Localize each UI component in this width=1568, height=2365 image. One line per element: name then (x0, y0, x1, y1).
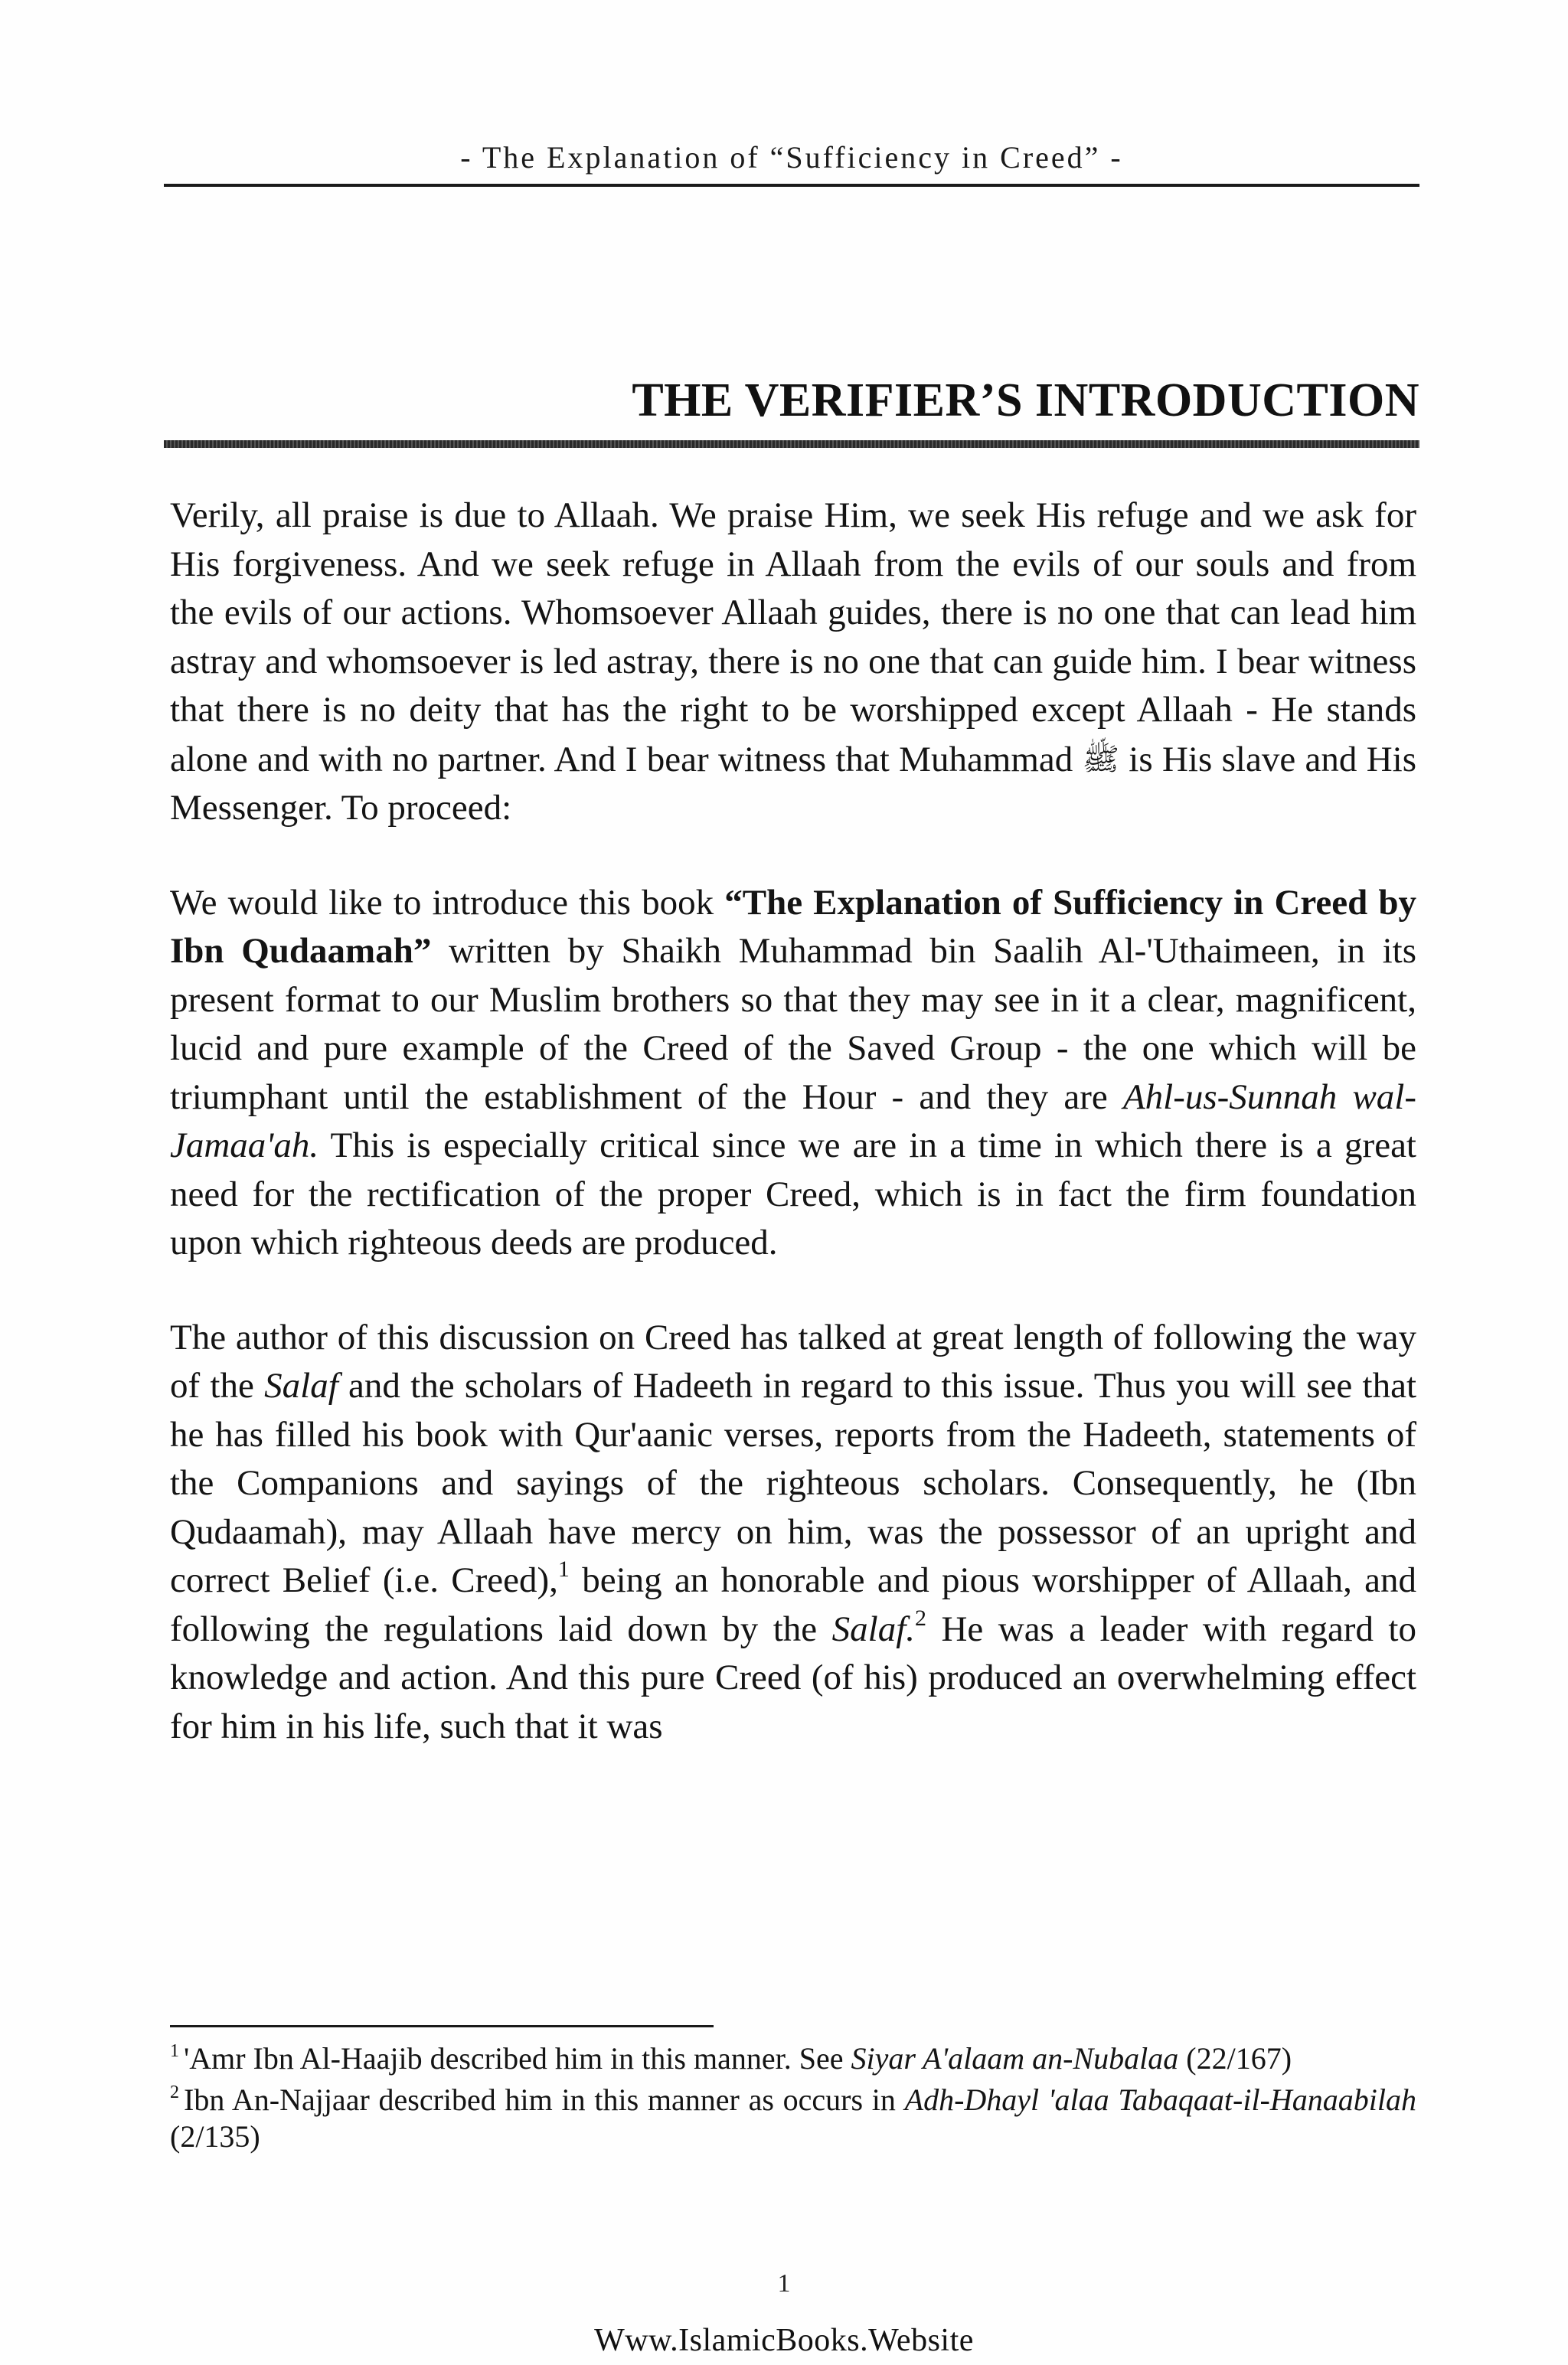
paragraph-introduction (170, 879, 1416, 1268)
footnote-ref: (22/167) (1186, 2041, 1292, 2076)
running-header: - The Explanation of “Sufficiency in Creed” - (460, 140, 1123, 175)
paragraph-3-text-c: being an honorable and pious worshipper of Allaah, and following the regulations laid down by the (170, 1560, 1417, 1649)
footnote-ref-2[interactable]: 2 (915, 1605, 927, 1631)
body-text (170, 492, 1416, 1797)
footnote-2 (170, 2082, 1416, 2155)
chapter-title: THE VERIFIER’S INTRODUCTION (632, 374, 1419, 426)
paragraph-3-text-b: and the scholars of Hadeeth in regard to this issue. Thus you will see that he has filled his book with Qur'aanic verses, reports from the Hadeeth, statements of the Companions and sayings of the righteous scholars. Consequently, he (Ibn Qudaamah), may Allaah have mercy on him, was the possessor of an upright and correct Belief (i.e. Creed), (170, 1366, 1416, 1600)
paragraph-opening (170, 492, 1416, 833)
book-title: “The Explanation of Sufficiency in Creed by Ibn Qudaamah” (170, 882, 1417, 971)
ahl-us-sunnah-term: Ahl-us-Sunnah wal-Jamaa'ah. (170, 1076, 1417, 1165)
footnote-source: Adh-Dhayl 'alaa Tabaqaat-il-Hanaabilah (904, 2082, 1416, 2117)
footnote-ref: (2/135) (170, 2119, 260, 2154)
salaf-term-2: Salaf. (831, 1609, 916, 1649)
paragraph-author (170, 1314, 1416, 1752)
footnote-number: 2 (170, 2082, 179, 2102)
page-number: 1 (777, 2269, 791, 2298)
paragraph-1-text-a: Verily, all praise is due to Allaah. We praise Him, we seek His refuge and we ask for His forgiveness. And we seek refuge in Allaah from the evils of our souls and from the evils of our actions. Whomsoever Allaah guides, there is no one that can lead him astray and whomsoever is led astray, there is no one that can guide him. I bear witness that there is no deity that has the right to be worshipped except Allaah - He stands alone and with no partner. And I bear witness that Muhammad (170, 495, 1416, 779)
paragraph-2-text-c: This is especially critical since we are in a time in which there is a great need for the rectification of the proper Creed, which is in fact the firm foundation upon which righteous deeds are produced. (170, 1125, 1416, 1263)
paragraph-1-text-b: is His slave and His Messenger. To proceed: (170, 739, 1417, 828)
footnotes (170, 2040, 1416, 2160)
footnote-rule (170, 2025, 714, 2027)
paragraph-3-text-d: He was a leader with regard to knowledge and action. And this pure Creed (of his) produced an overwhelming effect for him in his life, such that it was (170, 1609, 1416, 1746)
footnote-1 (170, 2040, 1416, 2077)
salutation-glyph: ﷺ (1082, 741, 1119, 776)
footnote-number: 1 (170, 2041, 179, 2061)
title-rule (164, 440, 1419, 448)
paragraph-3-text-a: The author of this discussion on Creed has talked at great length of following the way of the (170, 1317, 1416, 1406)
footnote-source: Siyar A'alaam an-Nubalaa (851, 2041, 1179, 2076)
footnote-text: Ibn An-Najjaar described him in this manner as occurs in (184, 2082, 896, 2117)
paragraph-2-text-b: written by Shaikh Muhammad bin Saalih Al-'Uthaimeen, in its present format to our Muslim brothers so that they may see in it a clear, magnificent, lucid and pure example of the Creed of the Saved Group - the one which will be triumphant until the establishment of the Hour - and they are (170, 931, 1417, 1117)
header-rule (164, 184, 1419, 187)
footnote-text: 'Amr Ibn Al-Haajib described him in this manner. See (184, 2041, 844, 2076)
paragraph-2-text-a: We would like to introduce this book (170, 882, 714, 923)
salaf-term: Salaf (264, 1366, 338, 1406)
footnote-ref-1[interactable]: 1 (557, 1557, 570, 1582)
website-watermark: Www.IslamicBooks.Website (594, 2323, 974, 2358)
